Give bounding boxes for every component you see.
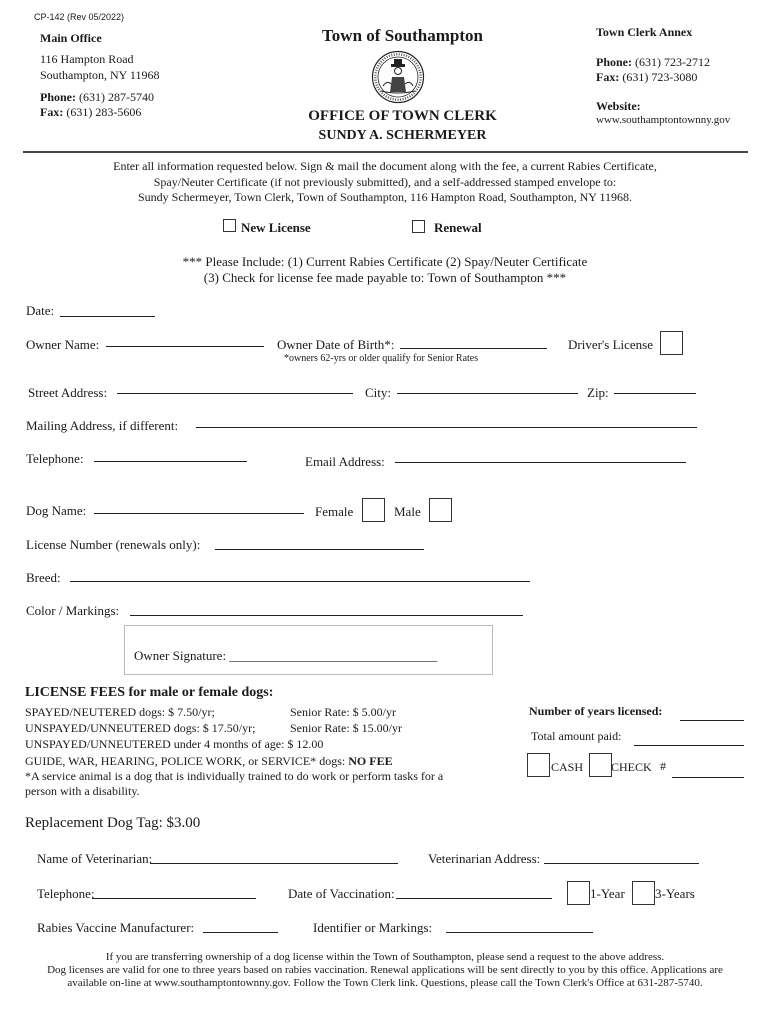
town-title: Town of Southampton bbox=[322, 26, 483, 45]
email-label: Email Address: bbox=[305, 454, 385, 469]
website-link[interactable]: www.southamptontownny.gov bbox=[596, 114, 731, 126]
breed-input[interactable] bbox=[70, 581, 530, 582]
renewal-checkbox[interactable] bbox=[412, 220, 425, 233]
street-label: Street Address: bbox=[28, 385, 108, 400]
three-years-label: 3-Years bbox=[655, 886, 695, 901]
main-office-phone bbox=[40, 90, 154, 105]
cash-checkbox[interactable] bbox=[527, 753, 550, 777]
check-checkbox[interactable] bbox=[589, 753, 612, 777]
new-license-checkbox[interactable] bbox=[223, 219, 236, 232]
annex-phone bbox=[596, 55, 710, 70]
signature-label: Owner Signature: ________________________________ bbox=[134, 648, 438, 663]
vet-name-input[interactable] bbox=[150, 863, 398, 864]
city-label: City: bbox=[365, 385, 392, 400]
owner-dob-input[interactable] bbox=[400, 348, 547, 349]
office-title: OFFICE OF TOWN CLERK bbox=[308, 108, 497, 124]
date-label: Date: bbox=[26, 303, 55, 318]
fee-unspayed: UNSPAYED/UNNEUTERED dogs: $ 17.50/yr; bbox=[25, 721, 256, 735]
fee-guide-text: GUIDE, WAR, HEARING, POLICE WORK, or SERVICE* dogs: bbox=[25, 754, 346, 768]
renewal-label: Renewal bbox=[434, 220, 482, 235]
vaccination-date-label: Date of Vaccination: bbox=[288, 886, 395, 901]
fee-under4: UNSPAYED/UNNEUTERED under 4 months of age: $ 12.00 bbox=[25, 737, 324, 751]
clerk-name: SUNDY A. SCHERMEYER bbox=[318, 128, 487, 143]
main-office-address2: Southampton, NY 11968 bbox=[40, 68, 160, 82]
license-number-input[interactable] bbox=[215, 549, 424, 550]
owner-name-label: Owner Name: bbox=[26, 337, 100, 352]
years-licensed-label: Number of years licensed: bbox=[529, 704, 663, 718]
footer-line1: If you are transferring ownership of a dog license within the Town of Southampton, please send a request to the above address. bbox=[105, 951, 665, 963]
new-license-label: New License bbox=[241, 220, 311, 235]
mailing-label: Mailing Address, if different: bbox=[26, 418, 179, 433]
manufacturer-input[interactable] bbox=[203, 932, 278, 933]
one-year-checkbox[interactable] bbox=[567, 881, 590, 905]
street-input[interactable] bbox=[117, 393, 353, 394]
zip-label: Zip: bbox=[587, 385, 609, 400]
form-id: CP-142 (Rev 05/2022) bbox=[34, 12, 125, 22]
identifier-input[interactable] bbox=[446, 932, 593, 933]
signature-box[interactable] bbox=[124, 625, 493, 675]
annex-fax bbox=[596, 70, 697, 85]
fee-guide-amount: NO FEE bbox=[348, 754, 393, 768]
include-note-line2: (3) Check for license fee made payable to: Town of Southampton *** bbox=[203, 270, 567, 285]
fee-guide bbox=[25, 754, 393, 769]
mailing-input[interactable] bbox=[196, 427, 697, 428]
annex-phone-label: Phone: bbox=[596, 55, 632, 69]
instructions-line1: Enter all information requested below. Sign & mail the document along with the fee, a current Rabies Certificate, bbox=[113, 159, 657, 173]
annex-fax-label: Fax: bbox=[596, 70, 620, 84]
dog-name-input[interactable] bbox=[94, 513, 304, 514]
drivers-license-checkbox[interactable] bbox=[660, 331, 683, 355]
one-year-label: 1-Year bbox=[590, 886, 625, 901]
check-label: CHECK bbox=[611, 760, 652, 774]
vet-telephone-input[interactable] bbox=[92, 898, 256, 899]
main-office-address1: 116 Hampton Road bbox=[40, 52, 134, 66]
instructions-line3: Sundy Schermeyer, Town Clerk, Town of Southampton, 116 Hampton Road, Southampton, NY 11968. bbox=[137, 190, 633, 204]
instructions-line2: Spay/Neuter Certificate (if not previously submitted), and a self-addressed stamped envelope to: bbox=[153, 175, 617, 189]
vaccination-date-input[interactable] bbox=[396, 898, 552, 899]
license-number-label: License Number (renewals only): bbox=[26, 537, 201, 552]
female-checkbox[interactable] bbox=[362, 498, 385, 522]
total-paid-label: Total amount paid: bbox=[531, 729, 622, 743]
footer-line3: available on-line at www.southamptontownny.gov. Follow the Town Clerk link. Questions, please call the Town Clerk's Office at 631-287-5740. bbox=[67, 977, 703, 989]
telephone-input[interactable] bbox=[94, 461, 247, 462]
main-office-heading: Main Office bbox=[40, 31, 102, 45]
vet-telephone-label: Telephone: bbox=[37, 886, 95, 901]
date-input[interactable] bbox=[60, 316, 155, 317]
annex-phone-value: (631) 723-2712 bbox=[635, 55, 710, 69]
fees-heading: LICENSE FEES for male or female dogs: bbox=[25, 685, 274, 700]
service-note-line2: person with a disability. bbox=[25, 784, 140, 798]
replacement-tag-fee: Replacement Dog Tag: $3.00 bbox=[25, 815, 201, 831]
manufacturer-label: Rabies Vaccine Manufacturer: bbox=[37, 920, 195, 935]
email-input[interactable] bbox=[395, 462, 686, 463]
main-office-fax bbox=[40, 105, 141, 120]
vet-name-label: Name of Veterinarian: bbox=[37, 851, 153, 866]
owner-dob-label: Owner Date of Birth*: bbox=[277, 337, 395, 352]
telephone-label: Telephone: bbox=[26, 451, 84, 466]
phone-label: Phone: bbox=[40, 90, 76, 104]
city-input[interactable] bbox=[397, 393, 578, 394]
owner-name-input[interactable] bbox=[106, 346, 264, 347]
annex-heading: Town Clerk Annex bbox=[596, 25, 693, 39]
phone-value: (631) 287-5740 bbox=[79, 90, 154, 104]
color-input[interactable] bbox=[130, 615, 523, 616]
vet-address-input[interactable] bbox=[544, 863, 699, 864]
male-checkbox[interactable] bbox=[429, 498, 452, 522]
years-licensed-input[interactable] bbox=[680, 720, 744, 721]
fee-spayed: SPAYED/NEUTERED dogs: $ 7.50/yr; bbox=[25, 705, 215, 719]
breed-label: Breed: bbox=[26, 570, 61, 585]
vet-address-label: Veterinarian Address: bbox=[428, 851, 541, 866]
footer-line2: Dog licenses are valid for one to three years based on rabies vaccination. Renewal applications will be sent directly to you by this office. Applications are bbox=[47, 964, 723, 976]
service-note-line1: *A service animal is a dog that is individually trained to do work or perform tasks for a bbox=[25, 769, 444, 783]
cash-label: CASH bbox=[551, 760, 584, 774]
fax-label: Fax: bbox=[40, 105, 64, 119]
check-number-hash: # bbox=[660, 759, 666, 773]
check-number-input[interactable] bbox=[672, 777, 744, 778]
fax-value: (631) 283-5606 bbox=[66, 105, 142, 119]
annex-fax-value: (631) 723-3080 bbox=[622, 70, 698, 84]
female-label: Female bbox=[315, 504, 354, 519]
dog-name-label: Dog Name: bbox=[26, 503, 87, 518]
town-seal-icon bbox=[371, 50, 425, 104]
fee-unspayed-senior: Senior Rate: $ 15.00/yr bbox=[290, 721, 402, 735]
zip-input[interactable] bbox=[614, 393, 696, 394]
color-label: Color / Markings: bbox=[26, 603, 120, 618]
senior-note: *owners 62-yrs or older qualify for Senior Rates bbox=[284, 353, 479, 364]
include-note-line1: *** Please Include: (1) Current Rabies Certificate (2) Spay/Neuter Certificate bbox=[182, 254, 588, 269]
male-label: Male bbox=[394, 504, 421, 519]
drivers-license-label: Driver's License bbox=[568, 337, 654, 352]
three-years-checkbox[interactable] bbox=[632, 881, 655, 905]
identifier-label: Identifier or Markings: bbox=[313, 920, 433, 935]
total-paid-input[interactable] bbox=[634, 745, 744, 746]
header-divider bbox=[23, 151, 748, 153]
fee-spayed-senior: Senior Rate: $ 5.00/yr bbox=[290, 705, 396, 719]
website-label: Website: bbox=[596, 99, 641, 113]
